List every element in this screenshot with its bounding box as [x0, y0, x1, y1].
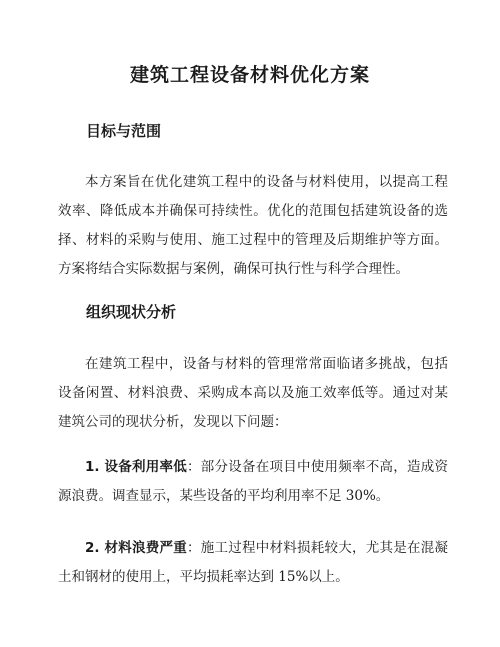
document-title: 建筑工程设备材料优化方案 [129, 64, 370, 86]
issue-description: ：部分设备在项目中使用频率不高，造成资源浪费。调查显示，某些设备的平均利用率不足 30%。 [58, 459, 448, 504]
paragraph-goals: 本方案旨在优化建筑工程中的设备与材料使用，以提高工程效率、降低成本并确保可持续性。优化的范围包括建筑设备的选择、材料的采购与使用、施工过程中的管理及后期维护等方面。方案将结合实际数据与案例，确保可执行性与科学合理性。 [58, 174, 448, 277]
issue-description: ：施工过程中材料损耗较大，尤其是在混凝土和钢材的使用上，平均损耗率达到 15%以上。 [58, 540, 448, 585]
issue-lead-label: 1. 设备利用率低 [85, 459, 187, 475]
paragraph-status-analysis: 在建筑工程中，设备与材料的管理常常面临诸多挑战，包括设备闲置、材料浪费、采购成本高以及施工效率低等。通过对某建筑公司的现状分析，发现以下问题： [58, 356, 448, 430]
section-heading-goals: 目标与范围 [86, 122, 162, 140]
section-heading-status-analysis: 组织现状分析 [86, 303, 177, 321]
issue-item-material-waste [58, 534, 448, 592]
issue-item-equipment-utilization [58, 453, 448, 511]
issue-lead-label: 2. 材料浪费严重 [85, 540, 187, 556]
